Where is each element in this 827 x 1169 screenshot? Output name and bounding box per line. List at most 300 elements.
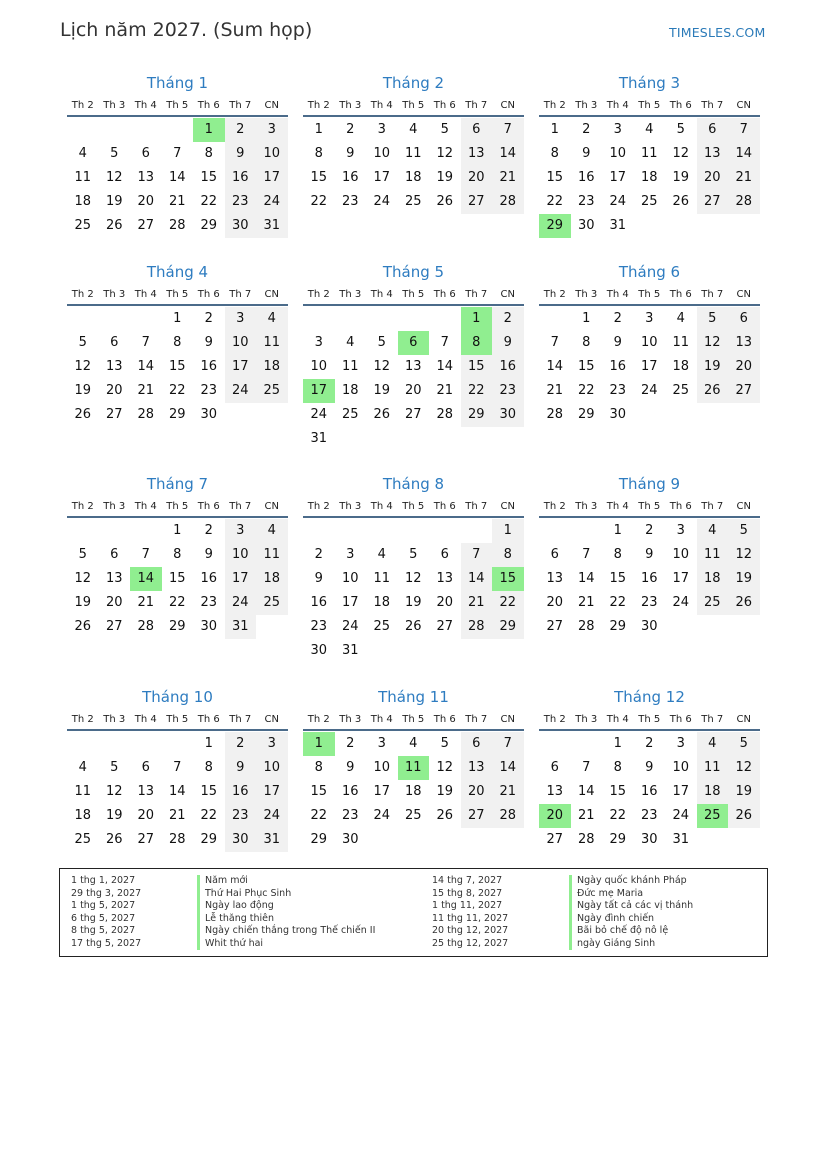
weekday-label: Th 6	[433, 501, 456, 512]
day-cell: 31	[672, 832, 690, 847]
day-cell: 28	[492, 804, 524, 828]
day-cell: 2	[225, 118, 257, 142]
day-cell: 20	[137, 194, 155, 209]
weekday-label: Th 3	[575, 501, 598, 512]
day-cell: 20	[436, 595, 454, 610]
day-cell: 20	[461, 780, 493, 804]
brand-link[interactable]: TIMESLES.COM	[669, 25, 766, 40]
day-cell: 28	[436, 407, 454, 422]
day-cell: 6	[141, 146, 150, 161]
day-cell: 10	[373, 760, 391, 775]
day-cell: 8	[314, 146, 323, 161]
holiday-day-cell: 25	[697, 804, 729, 828]
holiday-day-cell: 15	[492, 567, 524, 591]
day-cell: 12	[105, 170, 123, 185]
holiday-list	[59, 868, 768, 957]
day-cell: 20	[697, 166, 729, 190]
day-cell: 6	[461, 732, 493, 756]
weekday-label: Th 5	[166, 501, 189, 512]
weekday-label: CN	[500, 714, 515, 725]
holiday-day-cell: 1	[461, 307, 493, 331]
day-cell: 12	[697, 331, 729, 355]
day-cell: 3	[645, 311, 654, 326]
day-cell: 17	[373, 784, 391, 799]
day-cell: 19	[436, 784, 454, 799]
day-cell: 27	[137, 832, 155, 847]
day-cell: 10	[609, 146, 627, 161]
weekday-label: Th 7	[701, 501, 724, 512]
day-cell: 27	[105, 619, 123, 634]
weekday-label: Th 5	[166, 289, 189, 300]
day-cell: 26	[697, 379, 729, 403]
weekday-label: Th 4	[134, 501, 157, 512]
day-cell: 27	[404, 407, 422, 422]
day-cell: 19	[74, 595, 92, 610]
day-cell: 10	[225, 543, 257, 567]
header-rule	[67, 516, 288, 518]
holiday-date: 11 thg 11, 2027	[432, 912, 509, 924]
day-cell: 14	[436, 359, 454, 374]
day-cell: 4	[409, 736, 418, 751]
day-cell: 16	[225, 166, 257, 190]
day-cell: 21	[436, 383, 454, 398]
day-cell: 16	[341, 170, 359, 185]
day-cell: 12	[728, 543, 760, 567]
day-cell: 3	[676, 523, 685, 538]
holiday-name: Thứ Hai Phục Sinh	[197, 888, 375, 901]
holiday-day-cell: 6	[398, 331, 430, 355]
weekday-label: Th 3	[103, 100, 126, 111]
day-cell: 31	[341, 643, 359, 658]
day-cell: 4	[645, 122, 654, 137]
weekday-label: Th 5	[402, 501, 425, 512]
holiday-names-column	[197, 875, 375, 950]
day-cell: 3	[377, 736, 386, 751]
day-cell: 22	[546, 194, 564, 209]
weekday-label: Th 5	[638, 100, 661, 111]
header-rule	[303, 516, 524, 518]
weekday-label: Th 4	[370, 100, 393, 111]
day-cell: 24	[373, 808, 391, 823]
day-cell: 7	[492, 118, 524, 142]
weekday-label: Th 5	[166, 714, 189, 725]
day-cell: 8	[613, 547, 622, 562]
day-cell: 28	[577, 832, 595, 847]
day-cell: 27	[546, 619, 564, 634]
weekday-label: Th 2	[307, 714, 330, 725]
day-cell: 3	[377, 122, 386, 137]
weekday-label: CN	[736, 714, 751, 725]
day-cell: 9	[204, 335, 213, 350]
weekday-label: Th 4	[606, 100, 629, 111]
day-cell: 13	[105, 359, 123, 374]
header-rule	[303, 729, 524, 731]
weekday-label: CN	[500, 100, 515, 111]
weekday-header	[539, 287, 760, 303]
day-cell: 26	[105, 832, 123, 847]
day-cell: 12	[728, 756, 760, 780]
weekday-label: Th 7	[465, 714, 488, 725]
holiday-day-cell: 1	[303, 732, 335, 756]
day-cell: 10	[225, 331, 257, 355]
day-cell: 13	[546, 571, 564, 586]
day-cell: 26	[74, 407, 92, 422]
header-rule	[539, 115, 760, 117]
day-cell: 8	[314, 760, 323, 775]
day-cell: 7	[582, 547, 591, 562]
day-cell: 2	[314, 547, 323, 562]
holiday-day-cell: 11	[398, 756, 430, 780]
day-cell: 22	[609, 808, 627, 823]
day-cell: 25	[256, 591, 288, 615]
day-cell: 27	[461, 190, 493, 214]
weekday-label: Th 6	[197, 289, 220, 300]
day-cell: 28	[461, 615, 493, 639]
day-cell: 3	[256, 732, 288, 756]
weekday-label: Th 2	[71, 714, 94, 725]
month-name: Tháng 9	[618, 475, 681, 493]
weekday-label: Th 6	[669, 289, 692, 300]
day-cell: 5	[728, 732, 760, 756]
day-cell: 28	[168, 832, 186, 847]
day-cell: 17	[373, 170, 391, 185]
day-cell: 14	[577, 784, 595, 799]
day-cell: 18	[404, 784, 422, 799]
holiday-name: Ngày chiến thắng trong Thế chiến II	[197, 925, 375, 938]
weekday-label: Th 5	[402, 100, 425, 111]
weekday-label: Th 4	[134, 289, 157, 300]
weekday-label: Th 6	[197, 501, 220, 512]
day-cell: 25	[373, 619, 391, 634]
weekday-label: Th 6	[669, 714, 692, 725]
weekday-label: Th 4	[370, 501, 393, 512]
day-cell: 13	[461, 756, 493, 780]
day-cell: 4	[697, 519, 729, 543]
weekday-label: Th 7	[701, 289, 724, 300]
day-cell: 2	[645, 736, 654, 751]
day-cell: 28	[492, 190, 524, 214]
day-cell: 19	[697, 355, 729, 379]
day-cell: 23	[609, 383, 627, 398]
weekday-label: CN	[736, 100, 751, 111]
day-cell: 9	[492, 331, 524, 355]
day-cell: 2	[225, 732, 257, 756]
day-cell: 18	[404, 170, 422, 185]
day-cell: 26	[105, 218, 123, 233]
day-cell: 22	[200, 808, 218, 823]
day-cell: 23	[310, 619, 328, 634]
day-cell: 18	[373, 595, 391, 610]
month-name: Tháng 3	[618, 74, 681, 92]
holiday-date: 20 thg 12, 2027	[432, 925, 509, 936]
holiday-names-column	[569, 875, 693, 950]
day-cell: 26	[436, 194, 454, 209]
day-cell: 21	[577, 595, 595, 610]
weekday-label: Th 7	[229, 100, 252, 111]
day-cell: 18	[256, 567, 288, 591]
day-cell: 26	[728, 804, 760, 828]
day-cell: 9	[582, 146, 591, 161]
day-cell: 13	[137, 170, 155, 185]
day-cell: 4	[78, 760, 87, 775]
day-cell: 5	[110, 760, 119, 775]
day-cell: 31	[256, 214, 288, 238]
day-cell: 3	[314, 335, 323, 350]
month-name: Tháng 6	[618, 263, 681, 281]
header-rule	[67, 115, 288, 117]
day-cell: 10	[310, 359, 328, 374]
day-cell: 20	[105, 595, 123, 610]
day-cell: 21	[137, 383, 155, 398]
day-cell: 14	[492, 142, 524, 166]
holiday-date: 1 thg 11, 2027	[432, 900, 503, 911]
weekday-label: Th 2	[307, 501, 330, 512]
day-cell: 16	[200, 571, 218, 586]
weekday-label: CN	[264, 501, 279, 512]
holiday-day-cell: 8	[461, 331, 493, 355]
day-cell: 31	[256, 828, 288, 852]
day-cell: 23	[577, 194, 595, 209]
day-cell: 9	[645, 547, 654, 562]
weekday-label: Th 2	[543, 289, 566, 300]
day-cell: 17	[672, 784, 690, 799]
day-cell: 23	[640, 595, 658, 610]
day-cell: 4	[256, 519, 288, 543]
weekday-label: CN	[736, 289, 751, 300]
day-cell: 16	[640, 571, 658, 586]
header-rule	[67, 729, 288, 731]
weekday-label: Th 6	[197, 714, 220, 725]
day-cell: 25	[256, 379, 288, 403]
holiday-dates-column	[432, 875, 508, 950]
day-cell: 2	[204, 523, 213, 538]
day-cell: 24	[373, 194, 391, 209]
day-cell: 22	[609, 595, 627, 610]
day-cell: 7	[582, 760, 591, 775]
day-cell: 17	[341, 595, 359, 610]
weekday-label: Th 7	[465, 100, 488, 111]
holiday-name: Ngày đình chiến	[569, 913, 693, 926]
day-cell: 11	[672, 335, 690, 350]
day-cell: 5	[78, 335, 87, 350]
day-cell: 25	[404, 194, 422, 209]
day-cell: 13	[436, 571, 454, 586]
day-cell: 22	[461, 379, 493, 403]
weekday-label: Th 7	[229, 501, 252, 512]
day-cell: 6	[728, 307, 760, 331]
day-cell: 3	[225, 307, 257, 331]
weekday-label: Th 2	[71, 289, 94, 300]
day-cell: 11	[74, 784, 92, 799]
day-cell: 5	[110, 146, 119, 161]
day-cell: 16	[492, 355, 524, 379]
day-cell: 7	[461, 543, 493, 567]
day-cell: 3	[225, 519, 257, 543]
day-cell: 7	[173, 760, 182, 775]
day-cell: 27	[137, 218, 155, 233]
day-cell: 3	[346, 547, 355, 562]
day-cell: 9	[225, 756, 257, 780]
day-cell: 25	[74, 832, 92, 847]
day-cell: 10	[672, 760, 690, 775]
day-cell: 24	[672, 595, 690, 610]
day-cell: 5	[78, 547, 87, 562]
weekday-label: Th 6	[197, 100, 220, 111]
day-cell: 25	[341, 407, 359, 422]
day-cell: 22	[577, 383, 595, 398]
day-cell: 6	[697, 118, 729, 142]
day-cell: 11	[256, 331, 288, 355]
weekday-label: Th 3	[103, 501, 126, 512]
day-cell: 14	[137, 359, 155, 374]
day-cell: 8	[173, 547, 182, 562]
day-cell: 15	[546, 170, 564, 185]
day-cell: 30	[225, 828, 257, 852]
weekday-label: CN	[264, 100, 279, 111]
day-cell: 14	[168, 170, 186, 185]
day-cell: 1	[613, 523, 622, 538]
weekday-label: Th 3	[103, 714, 126, 725]
day-cell: 29	[609, 832, 627, 847]
day-cell: 13	[404, 359, 422, 374]
day-cell: 18	[341, 383, 359, 398]
day-cell: 11	[74, 170, 92, 185]
day-cell: 15	[168, 359, 186, 374]
header-rule	[539, 729, 760, 731]
day-cell: 1	[314, 122, 323, 137]
day-cell: 28	[137, 407, 155, 422]
day-cell: 23	[200, 595, 218, 610]
weekday-label: Th 4	[370, 714, 393, 725]
weekday-label: Th 4	[606, 714, 629, 725]
day-cell: 24	[672, 808, 690, 823]
day-cell: 20	[546, 595, 564, 610]
header-rule	[303, 304, 524, 306]
day-cell: 19	[404, 595, 422, 610]
weekday-header	[303, 499, 524, 515]
holiday-day-cell: 14	[130, 567, 162, 591]
day-cell: 26	[728, 591, 760, 615]
weekday-header	[539, 712, 760, 728]
weekday-label: Th 3	[575, 714, 598, 725]
weekday-label: Th 7	[229, 714, 252, 725]
page-title: Lịch năm 2027. (Sum họp)	[60, 19, 313, 41]
day-cell: 5	[697, 307, 729, 331]
holiday-date: 14 thg 7, 2027	[432, 875, 503, 886]
day-cell: 5	[440, 122, 449, 137]
day-cell: 5	[728, 519, 760, 543]
day-cell: 30	[609, 407, 627, 422]
weekday-label: Th 6	[669, 501, 692, 512]
day-cell: 21	[168, 194, 186, 209]
day-cell: 7	[550, 335, 559, 350]
header-rule	[539, 304, 760, 306]
day-cell: 20	[105, 383, 123, 398]
day-cell: 3	[676, 736, 685, 751]
day-cell: 21	[461, 591, 493, 615]
holiday-name: Năm mới	[197, 875, 375, 888]
day-cell: 10	[373, 146, 391, 161]
day-cell: 12	[105, 784, 123, 799]
day-cell: 11	[640, 146, 658, 161]
day-cell: 24	[310, 407, 328, 422]
holiday-date: 8 thg 5, 2027	[71, 925, 136, 936]
header-rule	[539, 516, 760, 518]
day-cell: 15	[168, 571, 186, 586]
weekday-label: Th 4	[606, 501, 629, 512]
day-cell: 28	[168, 218, 186, 233]
day-cell: 18	[256, 355, 288, 379]
day-cell: 16	[609, 359, 627, 374]
day-cell: 15	[461, 355, 493, 379]
day-cell: 22	[168, 595, 186, 610]
day-cell: 5	[676, 122, 685, 137]
day-cell: 27	[697, 190, 729, 214]
day-cell: 2	[613, 311, 622, 326]
day-cell: 29	[200, 832, 218, 847]
day-cell: 17	[225, 567, 257, 591]
day-cell: 23	[492, 379, 524, 403]
holiday-name: Whit thứ hai	[197, 938, 375, 951]
month-name: Tháng 2	[382, 74, 445, 92]
day-cell: 29	[492, 615, 524, 639]
weekday-label: Th 2	[543, 714, 566, 725]
day-cell: 2	[204, 311, 213, 326]
weekday-label: Th 3	[339, 501, 362, 512]
day-cell: 1	[613, 736, 622, 751]
day-cell: 9	[346, 146, 355, 161]
day-cell: 6	[550, 760, 559, 775]
day-cell: 13	[697, 142, 729, 166]
day-cell: 16	[640, 784, 658, 799]
month-name: Tháng 4	[146, 263, 209, 281]
day-cell: 12	[404, 571, 422, 586]
day-cell: 10	[640, 335, 658, 350]
month-name: Tháng 8	[382, 475, 445, 493]
day-cell: 27	[105, 407, 123, 422]
day-cell: 11	[256, 543, 288, 567]
weekday-label: Th 5	[402, 714, 425, 725]
header-rule	[67, 304, 288, 306]
day-cell: 21	[137, 595, 155, 610]
weekday-header	[303, 98, 524, 114]
holiday-date: 29 thg 3, 2027	[71, 887, 142, 899]
weekday-label: CN	[500, 501, 515, 512]
day-cell: 27	[461, 804, 493, 828]
day-cell: 7	[173, 146, 182, 161]
weekday-label: Th 5	[638, 289, 661, 300]
weekday-label: Th 7	[465, 501, 488, 512]
day-cell: 1	[550, 122, 559, 137]
day-cell: 17	[256, 780, 288, 804]
day-cell: 21	[168, 808, 186, 823]
day-cell: 17	[256, 166, 288, 190]
day-cell: 23	[341, 194, 359, 209]
day-cell: 29	[577, 407, 595, 422]
day-cell: 23	[200, 383, 218, 398]
day-cell: 16	[577, 170, 595, 185]
day-cell: 30	[492, 403, 524, 427]
day-cell: 5	[440, 736, 449, 751]
day-cell: 30	[310, 643, 328, 658]
day-cell: 12	[436, 760, 454, 775]
day-cell: 19	[105, 808, 123, 823]
holiday-date: 17 thg 5, 2027	[71, 937, 142, 949]
day-cell: 20	[404, 383, 422, 398]
day-cell: 19	[672, 170, 690, 185]
day-cell: 9	[314, 571, 323, 586]
day-cell: 19	[105, 194, 123, 209]
